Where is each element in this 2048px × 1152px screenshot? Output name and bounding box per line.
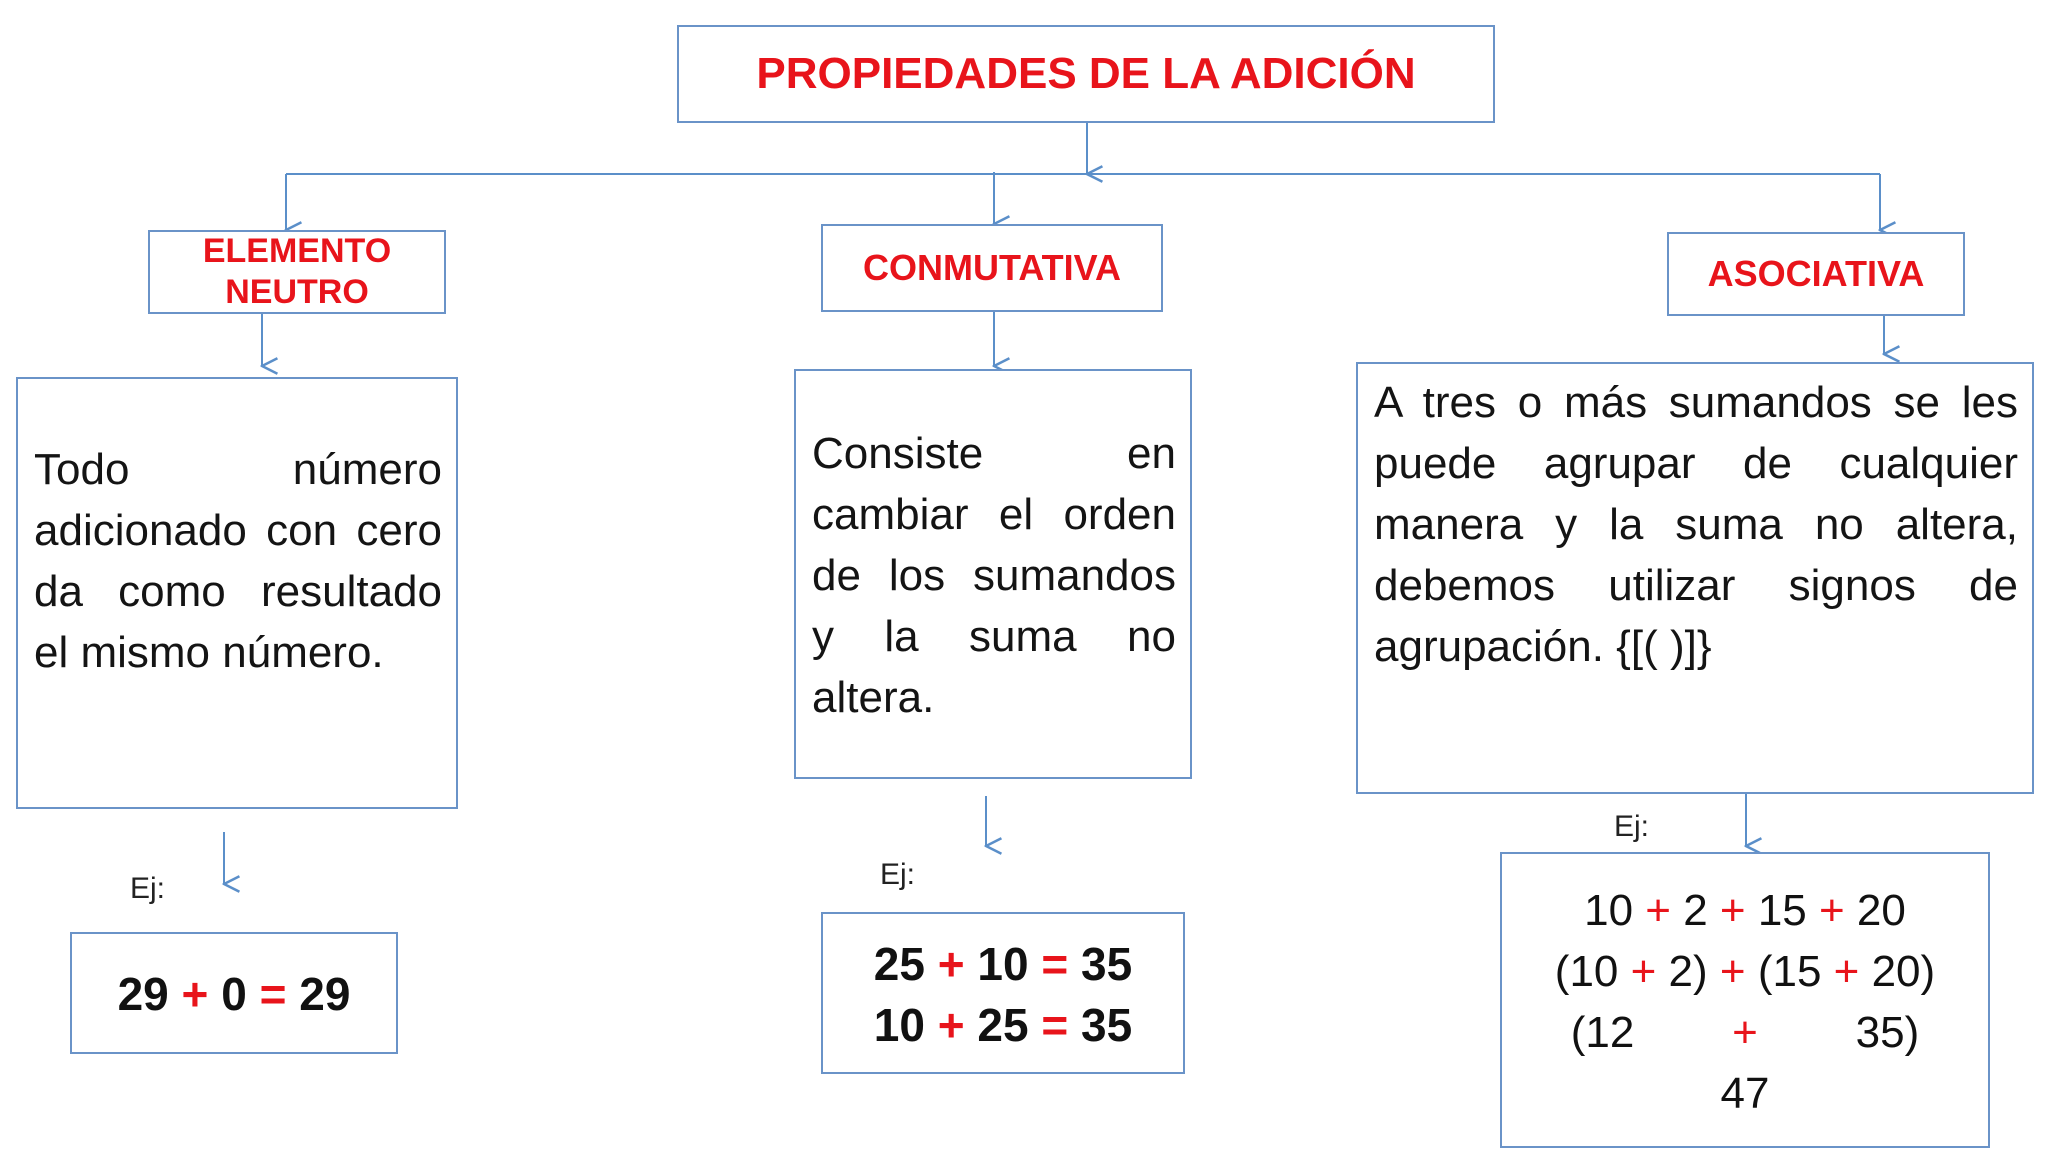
conmutativa-example	[823, 934, 1183, 1056]
example-term: 10	[873, 999, 938, 1051]
example-term: 2)	[1656, 947, 1720, 996]
operator-symbol: +	[1833, 947, 1860, 996]
conmutativa-example-label: Ej:	[880, 858, 916, 891]
asociativa-description-box	[1356, 362, 2034, 794]
example-term: 15	[1745, 886, 1819, 935]
example-line	[72, 966, 396, 1022]
example-line	[823, 995, 1183, 1056]
example-term: 35	[1068, 938, 1133, 990]
example-line	[1502, 941, 1988, 1002]
asociativa-example	[1502, 880, 1988, 1124]
example-line	[1502, 1002, 1988, 1063]
operator-symbol: +	[1819, 886, 1845, 935]
operator-symbol: +	[1719, 886, 1746, 935]
example-term: 0	[208, 968, 260, 1020]
asociativa-example-label: Ej:	[1614, 810, 1650, 843]
operator-symbol: =	[259, 968, 287, 1020]
diagram-title: PROPIEDADES DE LA ADICIÓN	[756, 48, 1416, 98]
example-term: (12	[1570, 1008, 1733, 1057]
example-term: 20	[1844, 886, 1906, 935]
example-term: 10	[1584, 886, 1646, 935]
example-line	[1502, 880, 1988, 941]
example-term: 25	[964, 999, 1042, 1051]
example-term: 2	[1670, 886, 1720, 935]
operator-symbol: +	[1645, 886, 1671, 935]
elemento-neutro-description-box	[16, 377, 458, 809]
elemento-neutro-example-label: Ej:	[130, 872, 166, 905]
example-line	[1502, 1063, 1988, 1124]
asociativa-description: A tres o más sumandos se les puede agrupar de cualquier manera y la suma no altera, debemos utilizar signos de agrupación. {[( )]}	[1374, 378, 2018, 671]
operator-symbol: +	[181, 968, 209, 1020]
example-term: 29	[117, 968, 182, 1020]
example-term: 35)	[1757, 1008, 1920, 1057]
conmutativa-heading: CONMUTATIVA	[863, 247, 1121, 289]
conmutativa-description-box	[794, 369, 1192, 779]
example-term: 10	[964, 938, 1042, 990]
elemento-neutro-box	[148, 230, 446, 314]
operator-symbol: +	[937, 999, 965, 1051]
operator-symbol: =	[1041, 938, 1069, 990]
elemento-neutro-heading: ELEMENTO NEUTRO	[202, 232, 392, 311]
example-term: 25	[873, 938, 938, 990]
example-term: 29	[286, 968, 351, 1020]
example-term: 47	[1720, 1069, 1770, 1118]
example-line	[823, 934, 1183, 995]
elemento-neutro-example	[72, 966, 396, 1022]
asociativa-example-box	[1500, 852, 1990, 1148]
conmutativa-box	[821, 224, 1163, 312]
operator-symbol: +	[937, 938, 965, 990]
conmutativa-description: Consiste en cambiar el orden de los sumandos y la suma no altera.	[812, 429, 1176, 722]
operator-symbol: +	[1630, 947, 1657, 996]
conmutativa-example-box	[821, 912, 1185, 1074]
example-term: (10	[1554, 947, 1631, 996]
example-term: 20)	[1859, 947, 1936, 996]
operator-symbol: +	[1719, 947, 1746, 996]
example-term: (15	[1745, 947, 1834, 996]
elemento-neutro-description: Todo número adicionado con cero da como resultado el mismo número.	[34, 445, 442, 677]
operator-symbol: +	[1732, 1008, 1758, 1057]
diagram-title-box	[677, 25, 1495, 123]
example-term: 35	[1068, 999, 1133, 1051]
asociativa-heading: ASOCIATIVA	[1707, 253, 1925, 295]
asociativa-box	[1667, 232, 1965, 316]
elemento-neutro-example-box	[70, 932, 398, 1054]
operator-symbol: =	[1041, 999, 1069, 1051]
